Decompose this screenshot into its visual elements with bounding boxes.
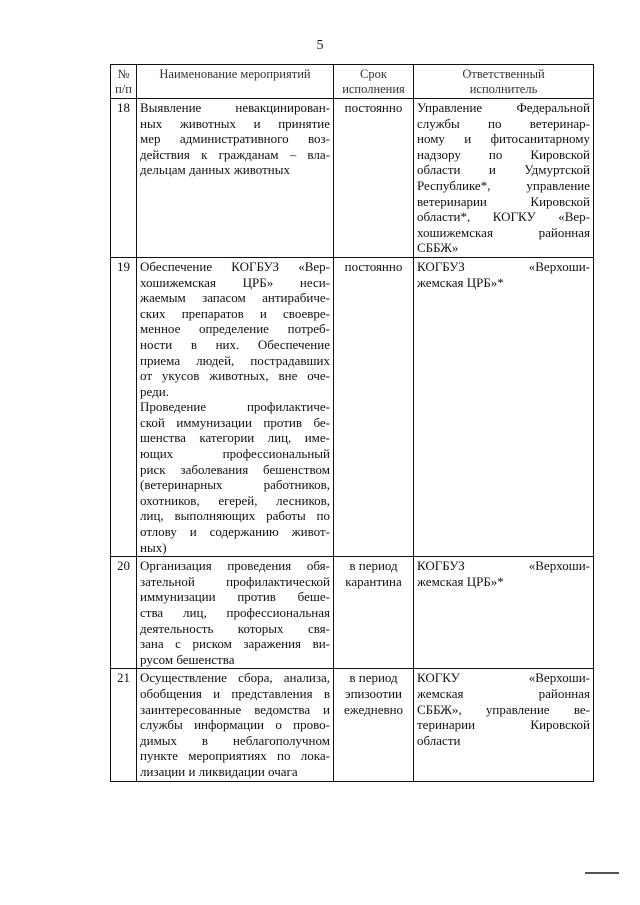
name-line: Выявление невакцинирован-	[140, 100, 330, 115]
name-line: менное определение потреб-	[140, 321, 330, 337]
name-line: хошижемская ЦРБ» неси-	[140, 274, 330, 290]
header-num: № п/п	[111, 65, 137, 99]
executor-line: жемская ЦРБ»*	[417, 274, 504, 290]
responsible-executor	[414, 669, 594, 781]
header-term: Срок исполнения	[334, 65, 414, 99]
row-number: 21	[111, 669, 137, 781]
term-line: эпизоотии	[345, 685, 402, 701]
name-line: Проведение профилактиче-	[140, 399, 330, 415]
header-name: Наименование мероприятий	[137, 65, 334, 99]
name-line: ства лиц, профессиональная	[140, 605, 330, 620]
name-line: службы информации о прово-	[140, 717, 330, 733]
executor-line: жемская районная	[417, 685, 590, 701]
name-line: Обеспечение КОГБУЗ «Вер-	[140, 258, 330, 274]
executor-line: Республике*, управление	[417, 177, 590, 193]
table-row	[111, 99, 594, 258]
row-number: 20	[111, 557, 137, 669]
table-row	[111, 257, 594, 556]
name-line: зана с риском заражения ви-	[140, 636, 330, 652]
execution-term	[334, 669, 414, 781]
responsible-executor	[414, 257, 594, 556]
name-line: ских препаратов и своевре-	[140, 305, 330, 321]
name-line: иммунизации против беше-	[140, 589, 330, 605]
name-line: риск заболевания бешенством	[140, 461, 330, 477]
name-line: ющих профессиональный	[140, 446, 330, 462]
term-line: в период	[349, 558, 398, 574]
executor-line: КОГБУЗ «Верхоши-	[417, 258, 590, 274]
name-line: обобщения и представления в	[140, 685, 330, 701]
executor-line: СББЖ»	[417, 240, 459, 256]
name-line: ской иммунизации против бе-	[140, 414, 330, 430]
name-line: димых в неблагополучном	[140, 732, 330, 748]
name-line: ности в них. Обеспечение	[140, 336, 330, 352]
name-line: лизации и ликвидации очага	[140, 763, 298, 779]
table-header-row	[111, 65, 594, 99]
executor-line: ному и фитосанитарному	[417, 131, 590, 147]
execution-term	[334, 257, 414, 556]
term-line: постоянно	[344, 258, 403, 274]
measure-name	[137, 557, 334, 669]
footer-mark	[585, 872, 619, 874]
executor-line: КОГБУЗ «Верхоши-	[417, 558, 590, 574]
measures-table	[110, 64, 594, 782]
name-line: пункте мероприятиях по лока-	[140, 748, 330, 764]
name-line: ных животных и принятие	[140, 115, 330, 131]
page-number: 5	[316, 38, 324, 53]
responsible-executor	[414, 99, 594, 258]
name-line: дельцам данных животных	[140, 162, 290, 178]
header-executor: Ответственный исполнитель	[414, 65, 594, 99]
table-row	[111, 669, 594, 781]
executor-line: жемская ЦРБ»*	[417, 573, 504, 589]
executor-line: СББЖ», управление ве-	[417, 701, 590, 717]
name-line: мер административного воз-	[140, 131, 330, 147]
name-line: отлову и содержанию живот-	[140, 524, 330, 540]
execution-term	[334, 557, 414, 669]
measure-name	[137, 669, 334, 781]
name-line: Организация проведения обя-	[140, 558, 330, 574]
name-line: от укусов животных, вне оче-	[140, 368, 330, 384]
term-line: в период	[349, 670, 398, 686]
executor-line: области*, КОГКУ «Вер-	[417, 209, 590, 225]
name-line: Осуществление сбора, анализа,	[140, 670, 330, 686]
name-line: охотников, егерей, лесников,	[140, 492, 330, 508]
name-line: заинтересованные ведомства и	[140, 701, 330, 717]
term-line: постоянно	[344, 100, 403, 115]
name-line: русом бешенства	[140, 651, 235, 667]
executor-line: ветеринарии Кировской	[417, 193, 590, 209]
name-line: ных)	[140, 539, 167, 555]
term-line: ежедневно	[343, 701, 404, 717]
executor-line: области и Удмуртской	[417, 162, 590, 178]
name-line: зательной профилактической	[140, 573, 330, 589]
name-line: (ветеринарных работников,	[140, 477, 330, 493]
executor-line: Управление Федеральной	[417, 100, 590, 115]
executor-line: службы по ветеринар-	[417, 115, 590, 131]
measure-name	[137, 99, 334, 258]
table-row	[111, 557, 594, 669]
responsible-executor	[414, 557, 594, 669]
name-line: деятельность которых свя-	[140, 620, 330, 636]
name-line: приема людей, пострадавших	[140, 352, 330, 368]
execution-term	[334, 99, 414, 258]
measure-name	[137, 257, 334, 556]
term-line: карантина	[345, 573, 402, 589]
executor-line: теринарии Кировской	[417, 717, 590, 733]
name-line: действия к гражданам – вла-	[140, 146, 330, 162]
name-line: реди.	[140, 383, 169, 399]
executor-line: КОГКУ «Верхоши-	[417, 670, 590, 686]
row-number: 19	[111, 257, 137, 556]
name-line: жаемым запасом антирабиче-	[140, 290, 330, 306]
executor-line: надзору по Кировской	[417, 146, 590, 162]
name-line: лиц, выполняющих работы по	[140, 508, 330, 524]
row-number: 18	[111, 99, 137, 258]
executor-line: области	[417, 732, 461, 748]
name-line: шенства категории лиц, име-	[140, 430, 330, 446]
executor-line: хошижемская районная	[417, 224, 590, 240]
